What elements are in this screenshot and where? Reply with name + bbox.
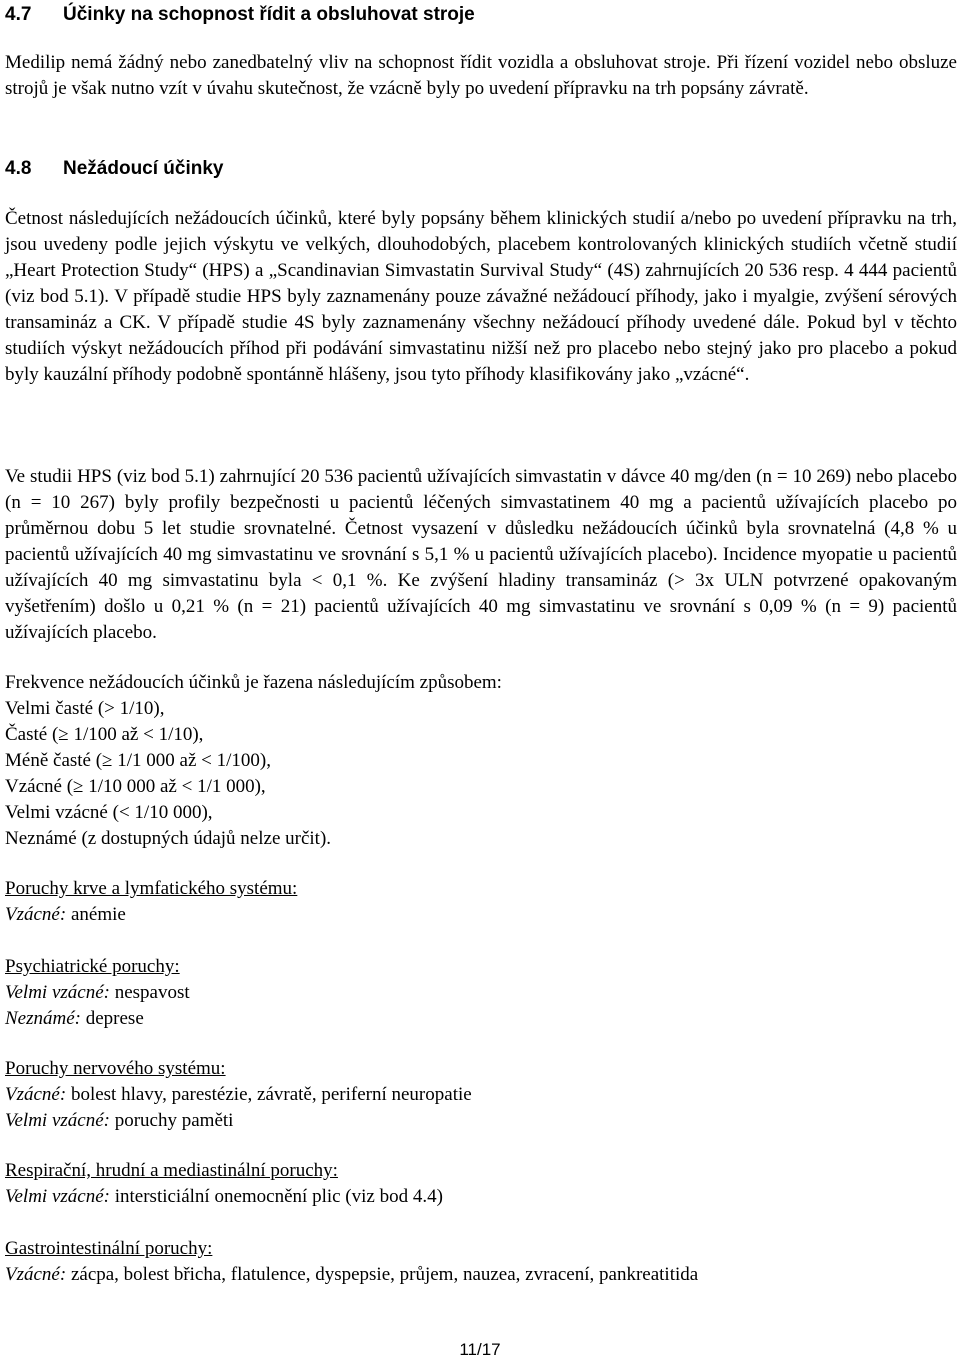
frequency-label: Velmi vzácné: <box>5 1186 110 1207</box>
frequency-line: Vzácné (≥ 1/10 000 až < 1/1 000), <box>5 776 266 797</box>
driving-ability-paragraph: Medilip nemá žádný nebo zanedbatelný vliv na schopnost řídit vozidla a obsluhovat stroje. Při řízení vozidel nebo obsluze strojů je však nutno vzít v úvahu skutečnost, že vzácně byly po uvedení přípravku na trh popsány závratě. <box>5 52 957 99</box>
section-heading-4-8 <box>5 156 224 182</box>
organ-section-title: Gastrointestinální poruchy: <box>5 1238 213 1259</box>
section-heading-4-7 <box>5 2 475 28</box>
frequency-label: Neznámé: <box>5 1008 81 1029</box>
frequency-line: Časté (≥ 1/100 až < 1/10), <box>5 724 204 745</box>
frequency-line: Neznámé (z dostupných údajů nelze určit). <box>5 828 332 849</box>
adverse-effects-paragraph: Četnost následujících nežádoucích účinků, které byly popsány během klinických studií a/nebo po uvedení přípravku na trh, jsou uvedeny podle jejich výskytu ve velkých, dlouhodobých, placebem kontrolovaných klinických studiích včetně studií „Heart Protection Study“ (HPS) a „Scandinavian Simvastatin Survival Study“ (4S) zahrnujících 20 536 resp. 4 444 pacientů (viz bod 5.1). V případě studie HPS byly zaznamenány pouze závažné nežádoucí příhody, jako i myalgie, zvýšení sérových transamináz a CK. V případě studie 4S byly zaznamenány všechny nežádoucí příhody uvedené dále. Pokud byl v těchto studiích výskyt nežádoucích příhod při podávání simvastatinu nižší než pro placebo nebo stejný jako pro placebo a pokud byly kauzální příhody podobně spontánně hlášeny, jsou tyto příhody klasifikovány jako „vzácné“. <box>5 208 957 385</box>
effect-text: bolest hlavy, parestézie, závratě, periferní neuropatie <box>66 1084 472 1105</box>
frequency-line: Velmi časté (> 1/10), <box>5 698 165 719</box>
organ-section-gastrointestinal <box>5 1236 957 1288</box>
organ-section-nervous <box>5 1056 957 1134</box>
organ-entry <box>5 1108 957 1134</box>
organ-section-blood <box>5 876 957 928</box>
section-number: 4.8 <box>5 158 32 179</box>
section-title: Nežádoucí účinky <box>63 158 224 179</box>
organ-section-respiratory <box>5 1158 957 1210</box>
organ-entry <box>5 1082 957 1108</box>
frequency-list <box>5 670 957 852</box>
organ-entry <box>5 902 957 928</box>
organ-section-title: Respirační, hrudní a mediastinální poruchy: <box>5 1160 338 1181</box>
organ-entry <box>5 1262 957 1288</box>
effect-text: intersticiální onemocnění plic (viz bod 4.4) <box>109 1186 443 1207</box>
frequency-label: Velmi vzácné: <box>5 1110 110 1131</box>
frequency-label: Velmi vzácné: <box>5 982 110 1003</box>
organ-entry <box>5 1006 957 1032</box>
frequency-label: Vzácné: <box>5 1264 67 1285</box>
effect-text: zácpa, bolest břicha, flatulence, dyspepsie, průjem, nauzea, zvracení, pankreatitida <box>66 1264 699 1285</box>
effect-text: nespavost <box>109 982 190 1003</box>
organ-entry <box>5 980 957 1006</box>
hps-study-paragraph: Ve studii HPS (viz bod 5.1) zahrnující 20 536 pacientů užívajících simvastatin v dávce 40 mg/den (n = 10 269) nebo placebo (n = 10 267) byly profily bezpečnosti u pacientů léčených simvastatinem 40 mg a pacientů užívajících placebo po průměrnou dobu 5 let studie srovnatelné. Četnost vysazení v důsledku nežádoucích účinků byla srovnatelná (4,8 % u pacientů užívajících 40 mg simvastatinu ve srovnání s 5,1 % u pacientů užívajících placebo). Incidence myopatie u pacientů užívajících 40 mg simvastatinu byla < 0,1 %. Ke zvýšení hladiny transamináz (> 3x ULN potvrzené opakovaným vyšetřením) došlo u 0,21 % (n = 21) pacientů užívajících 40 mg simvastatinu ve srovnání s 0,09 % (n = 9) pacientů užívajících placebo. <box>5 466 957 643</box>
page-number: 11/17 <box>459 1340 501 1359</box>
organ-section-title: Psychiatrické poruchy: <box>5 956 180 977</box>
section-number: 4.7 <box>5 4 32 25</box>
frequency-line: Velmi vzácné (< 1/10 000), <box>5 802 213 823</box>
organ-section-psychiatric <box>5 954 957 1032</box>
organ-section-title: Poruchy krve a lymfatického systému: <box>5 878 298 899</box>
organ-section-title: Poruchy nervového systému: <box>5 1058 226 1079</box>
effect-text: deprese <box>80 1008 144 1029</box>
effect-text: anémie <box>66 904 126 925</box>
effect-text: poruchy paměti <box>109 1110 234 1131</box>
section-title: Účinky na schopnost řídit a obsluhovat stroje <box>63 4 475 25</box>
frequency-intro: Frekvence nežádoucích účinků je řazena následujícím způsobem: <box>5 672 502 693</box>
frequency-line: Méně časté (≥ 1/1 000 až < 1/100), <box>5 750 271 771</box>
frequency-label: Vzácné: <box>5 1084 67 1105</box>
organ-entry <box>5 1184 957 1210</box>
frequency-label: Vzácné: <box>5 904 67 925</box>
